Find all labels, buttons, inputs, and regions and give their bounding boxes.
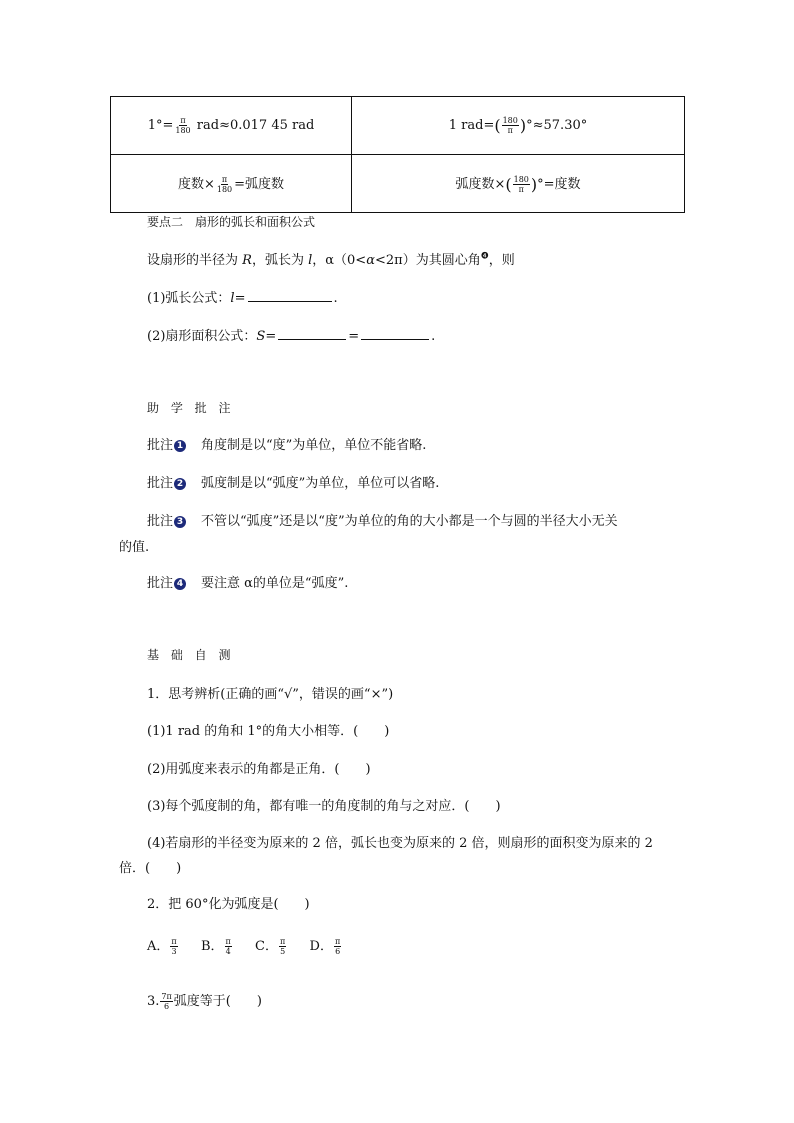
fraction-denominator: 180: [175, 126, 191, 135]
table-cell-deg-formula: [111, 155, 352, 213]
paren: (: [494, 116, 501, 135]
text: .: [431, 329, 436, 344]
fraction-denominator: 6: [164, 1002, 170, 1011]
table-cell-rad-to-deg: [352, 97, 685, 155]
question-1-1: (1)1 rad 的角和 1°的角大小相等．( ): [147, 724, 390, 739]
fraction-denominator: π: [507, 126, 513, 135]
option-c[interactable]: [255, 939, 287, 954]
text: (1)弧长公式：: [147, 291, 231, 306]
option-b[interactable]: [201, 939, 233, 954]
text: ，弧长为: [251, 253, 309, 268]
note-item: [147, 510, 618, 529]
section-title-point2: 要点二 扇形的弧长和面积公式: [147, 215, 316, 229]
fraction-numerator: π: [221, 175, 228, 184]
selftest-title: 基 础 自 测: [147, 648, 235, 662]
fraction-numerator: 180: [502, 116, 518, 125]
note-item: [147, 472, 439, 491]
variable-r: R: [242, 253, 252, 268]
option-label: C．: [255, 939, 278, 954]
table-cell-rad-formula: [352, 155, 685, 213]
text: =: [348, 329, 360, 344]
note-marker: ❹: [480, 251, 489, 262]
text: =: [265, 329, 277, 344]
cell-text: 弧度数×: [455, 177, 506, 192]
note-label: 批注: [147, 514, 174, 529]
question-1-3: (3)每个弧度制的角，都有唯一的角度制的角与之对应．( ): [147, 799, 501, 814]
sector-area-formula: [147, 325, 435, 344]
sector-intro: [147, 249, 515, 268]
cell-text: 度数×: [177, 177, 215, 192]
note-item: [147, 434, 426, 453]
note-label: 批注: [147, 438, 174, 453]
cell-text: 1°=: [147, 118, 174, 133]
fraction-numerator: 7π: [161, 992, 172, 1001]
arc-length-formula: [147, 287, 338, 306]
fraction-denominator: 3: [171, 947, 177, 956]
text: (2)扇形面积公式：: [147, 329, 257, 344]
text: ，α（0<: [312, 253, 367, 268]
paren: ): [519, 116, 527, 135]
note-text: 角度制是以“度”为单位，单位不能省略.: [188, 438, 427, 453]
fraction: [160, 992, 172, 1011]
text: ，则: [488, 253, 515, 268]
notes-title: 助 学 批 注: [147, 401, 235, 415]
variable-s: S: [256, 329, 266, 344]
question-number: 3.: [147, 994, 160, 1009]
fraction: [279, 937, 286, 956]
note-number-badge: 2: [174, 478, 186, 490]
note-number-badge: 1: [174, 440, 186, 452]
variable-alpha: α: [366, 253, 375, 268]
question-1-2: (2)用弧度来表示的角都是正角．( ): [147, 762, 371, 777]
fraction-denominator: π: [518, 185, 524, 194]
note-label: 批注: [147, 576, 174, 591]
question-3: [147, 990, 262, 1011]
answer-blank[interactable]: [248, 289, 332, 302]
question-1-4-continued: 倍．( ): [119, 861, 182, 876]
table-row: [111, 155, 685, 213]
note-label: 批注: [147, 476, 174, 491]
fraction-denominator: 5: [280, 947, 286, 956]
fraction-numerator: π: [225, 937, 231, 946]
question-2: 2．把 60°化为弧度是( ): [147, 897, 310, 912]
cell-text: °=度数: [537, 177, 581, 192]
fraction: [216, 175, 233, 194]
note-text-continued: 的值.: [119, 540, 150, 555]
table-row: [111, 97, 685, 155]
fraction-numerator: π: [334, 937, 341, 946]
answer-blank[interactable]: [361, 327, 429, 340]
fraction-numerator: π: [171, 937, 177, 946]
cell-text: =弧度数: [234, 177, 285, 192]
question-2-options: [147, 935, 342, 956]
option-label: D．: [309, 939, 333, 954]
question-1-4: (4)若扇形的半径变为原来的 2 倍，弧长也变为原来的 2 倍，则扇形的面积变为原来的 2: [147, 836, 653, 851]
conversion-table: [110, 96, 685, 213]
note-text: 不管以“弧度”还是以“度”为单位的角的大小都是一个与圆的半径大小无关: [188, 514, 618, 529]
text: =: [234, 291, 246, 306]
fraction: [225, 937, 232, 956]
fraction-denominator: 4: [225, 947, 231, 956]
fraction: [170, 937, 177, 956]
fraction-numerator: π: [180, 116, 186, 125]
paren: ): [530, 175, 538, 194]
note-number-badge: 4: [174, 578, 186, 590]
fraction-denominator: 6: [335, 947, 341, 956]
variable-l: l: [308, 253, 313, 268]
cell-text: 1 rad=: [448, 118, 495, 133]
option-label: B．: [200, 939, 224, 954]
fraction: [174, 116, 191, 135]
paren: (: [505, 175, 512, 194]
fraction: [513, 175, 530, 194]
cell-text: rad≈0.017 45 rad: [192, 118, 315, 133]
fraction: [334, 937, 341, 956]
table-cell-deg-to-rad: [111, 97, 352, 155]
question-1: 1．思考辨析(正确的画“√”，错误的画“×”): [147, 687, 394, 702]
cell-text: °≈57.30°: [526, 118, 588, 133]
note-number-badge: 3: [174, 516, 186, 528]
text: <2π）为其圆心角: [374, 253, 481, 268]
variable-l: l: [230, 291, 235, 306]
question-text: 弧度等于( ): [173, 994, 262, 1009]
note-text: 要注意 α的单位是“弧度”.: [188, 576, 349, 591]
text: 设扇形的半径为: [147, 253, 243, 268]
note-text: 弧度制是以“弧度”为单位，单位可以省略.: [188, 476, 440, 491]
text: .: [333, 291, 338, 306]
fraction: [502, 116, 519, 135]
note-item: [147, 572, 348, 591]
option-a[interactable]: [147, 939, 179, 954]
option-d[interactable]: [310, 939, 343, 954]
fraction-denominator: 180: [216, 185, 233, 194]
fraction-numerator: π: [280, 937, 286, 946]
answer-blank[interactable]: [278, 327, 346, 340]
fraction-numerator: 180: [513, 175, 529, 184]
option-label: A．: [147, 939, 170, 954]
